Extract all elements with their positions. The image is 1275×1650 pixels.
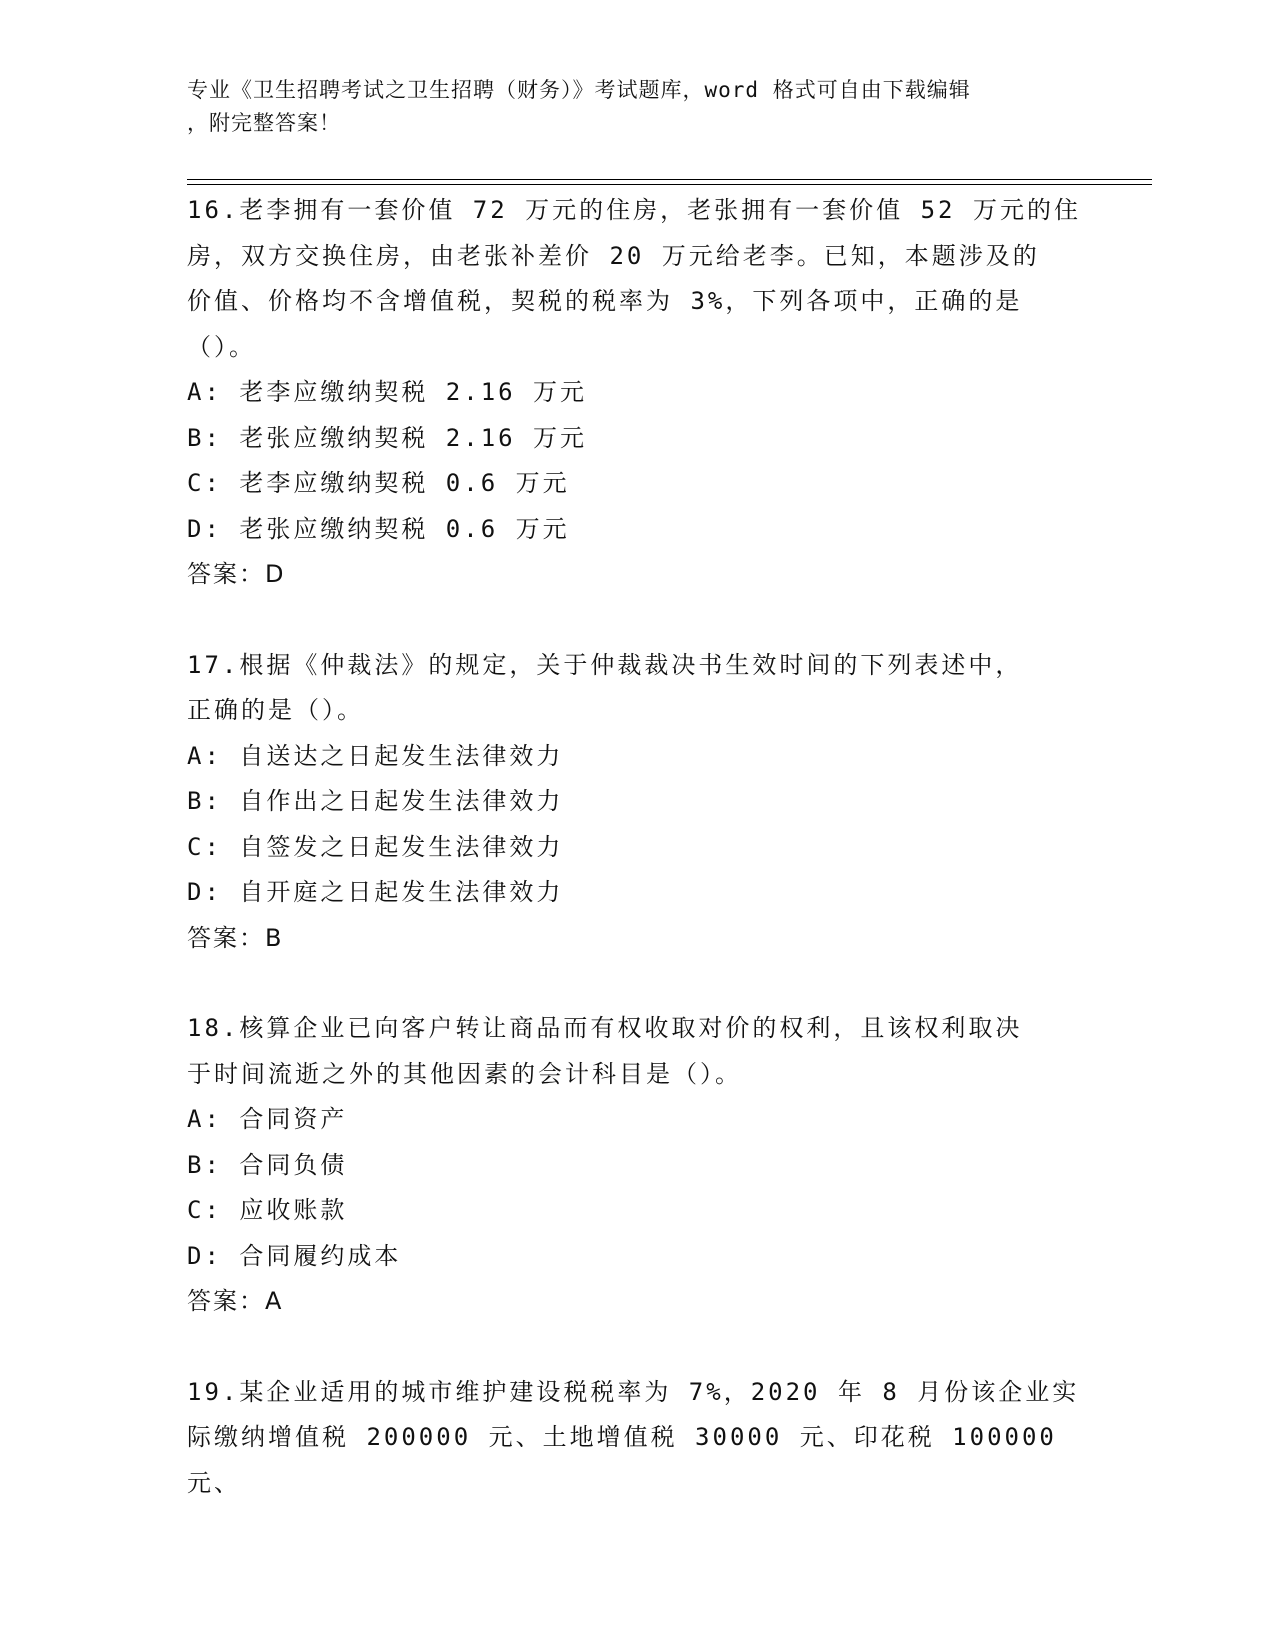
stem-line: 际缴纳增值税 200000 元、土地增值税 30000 元、印花税 100000 元、 (187, 1423, 1057, 1497)
question-list (187, 188, 1087, 1506)
option-c: C: 自签发之日起发生法律效力 (187, 832, 564, 861)
header-line-2: ，附完整答案！ (187, 111, 341, 135)
stem-line: 16.老李拥有一套价值 72 万元的住房，老张拥有一套价值 52 万元的住 (187, 196, 1081, 224)
option-a: A: 自送达之日起发生法律效力 (187, 741, 564, 770)
stem-line: 价值、价格均不含增值税，契税的税率为 3%，下列各项中，正确的是 (187, 287, 1023, 315)
stem-line: 正确的是（）。 (187, 696, 364, 724)
document-header (187, 74, 1067, 140)
question-stem (187, 1006, 1087, 1097)
stem-line: 19.某企业适用的城市维护建设税税率为 7%，2020 年 8 月份该企业实 (187, 1377, 1080, 1406)
question-19 (187, 1370, 1087, 1507)
stem-line: （）。 (187, 332, 256, 361)
question-stem (187, 188, 1087, 370)
option-b: B: 自作出之日起发生法律效力 (187, 787, 564, 815)
header-divider-bottom (187, 184, 1152, 185)
option-d: D: 合同履约成本 (187, 1241, 402, 1270)
question-spacer (187, 598, 1087, 643)
option-c: C: 老李应缴纳契税 0.6 万元 (187, 469, 570, 497)
question-16 (187, 188, 1087, 598)
answer-line: 答案：A (187, 1287, 284, 1315)
option-d: D: 老张应缴纳契税 0.6 万元 (187, 514, 570, 543)
question-stem (187, 643, 1087, 734)
answer-line: 答案：B (187, 923, 284, 952)
stem-line: 18.核算企业已向客户转让商品而有权收取对价的权利，且该权利取决 (187, 1014, 1023, 1042)
option-a: A: 合同资产 (187, 1105, 348, 1133)
option-a: A: 老李应缴纳契税 2.16 万元 (187, 378, 588, 406)
header-line-1: 专业《卫生招聘考试之卫生招聘（财务）》考试题库，word 格式可自由下载编辑 (187, 78, 971, 102)
header-divider-top (187, 179, 1152, 180)
stem-line: 房，双方交换住房，由老张补差价 20 万元给老李。已知，本题涉及的 (187, 241, 1040, 270)
answer-line: 答案：D (187, 560, 286, 588)
option-b: B: 老张应缴纳契税 2.16 万元 (187, 423, 588, 452)
stem-line: 17.根据《仲裁法》的规定，关于仲裁裁决书生效时间的下列表述中， (187, 650, 1023, 679)
stem-line: 于时间流逝之外的其他因素的会计科目是（）。 (187, 1059, 742, 1088)
option-c: C: 应收账款 (187, 1196, 348, 1224)
question-18 (187, 1006, 1087, 1325)
question-spacer (187, 961, 1087, 1006)
question-17 (187, 643, 1087, 962)
option-b: B: 合同负债 (187, 1150, 348, 1179)
option-d: D: 自开庭之日起发生法律效力 (187, 878, 564, 906)
question-stem (187, 1370, 1087, 1507)
question-spacer (187, 1325, 1087, 1370)
